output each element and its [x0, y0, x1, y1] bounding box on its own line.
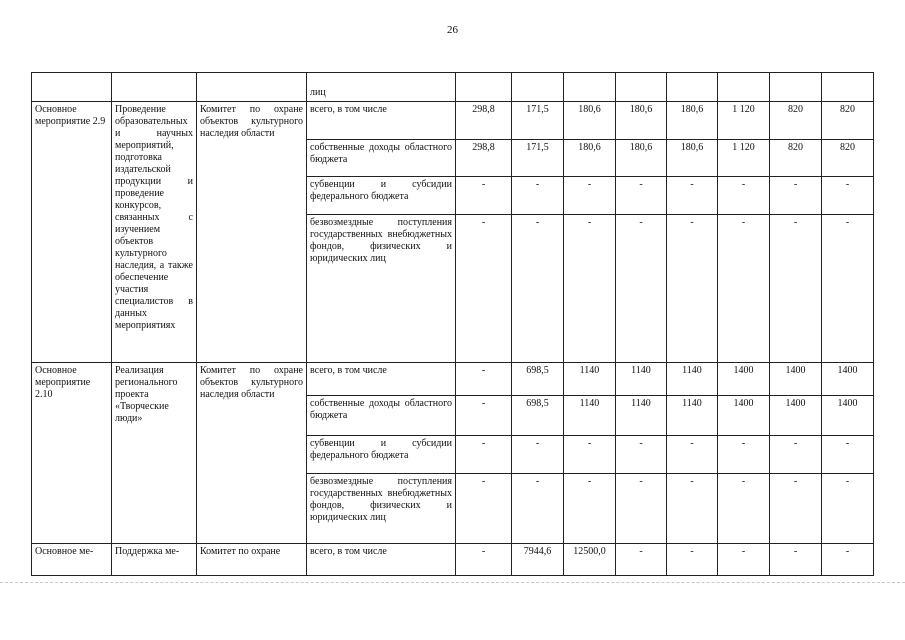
- funding-source-cell: собственные доходы областного бюджета: [307, 396, 456, 436]
- value-cell: -: [564, 436, 616, 474]
- value-cell: [564, 73, 616, 102]
- executor-cell: Комитет по охране объектов культурного наследия области: [197, 102, 307, 363]
- value-cell: -: [616, 177, 667, 215]
- value-cell: 1400: [822, 363, 874, 396]
- value-cell: -: [770, 436, 822, 474]
- funding-source-cell: безвозмездные поступления государственных внебюджетных фондов, физических и юридических лиц: [307, 215, 456, 363]
- value-cell: -: [667, 436, 718, 474]
- value-cell: -: [512, 215, 564, 363]
- funding-source-cell: субвенции и субсидии федерального бюджета: [307, 177, 456, 215]
- executor-cell: Комитет по охране: [197, 544, 307, 576]
- value-cell: 1 120: [718, 140, 770, 177]
- funding-source-cell: всего, в том числе: [307, 102, 456, 140]
- executor-cell: Комитет по охране объектов культурного наследия области: [197, 363, 307, 544]
- value-cell: -: [822, 474, 874, 544]
- value-cell: -: [718, 177, 770, 215]
- event-label-cell: Основное ме-: [32, 544, 112, 576]
- value-cell: -: [456, 363, 512, 396]
- value-cell: -: [512, 177, 564, 215]
- value-cell: 698,5: [512, 396, 564, 436]
- value-cell: 820: [770, 140, 822, 177]
- value-cell: -: [456, 474, 512, 544]
- value-cell: -: [667, 474, 718, 544]
- value-cell: 1400: [718, 396, 770, 436]
- page-edge-divider: [0, 582, 905, 583]
- value-cell: 1400: [770, 363, 822, 396]
- value-cell: -: [822, 215, 874, 363]
- value-cell: -: [667, 215, 718, 363]
- value-cell: 820: [770, 102, 822, 140]
- value-cell: -: [822, 177, 874, 215]
- value-cell: -: [718, 436, 770, 474]
- value-cell: 7944,6: [512, 544, 564, 576]
- value-cell: -: [718, 544, 770, 576]
- event-label-cell: [32, 73, 112, 102]
- value-cell: 1400: [770, 396, 822, 436]
- event-label-cell: Основное мероприятие 2.10: [32, 363, 112, 544]
- value-cell: -: [456, 177, 512, 215]
- table-row: [32, 544, 874, 576]
- budget-table: [31, 72, 874, 576]
- table-row: [32, 102, 874, 140]
- event-name-cell: Поддержка ме-: [112, 544, 197, 576]
- event-name-cell: [112, 73, 197, 102]
- value-cell: 180,6: [616, 102, 667, 140]
- value-cell: -: [456, 215, 512, 363]
- value-cell: 1140: [564, 363, 616, 396]
- value-cell: -: [822, 436, 874, 474]
- value-cell: -: [718, 215, 770, 363]
- table-row: [32, 363, 874, 396]
- value-cell: -: [616, 474, 667, 544]
- value-cell: [667, 73, 718, 102]
- value-cell: -: [770, 544, 822, 576]
- value-cell: 171,5: [512, 102, 564, 140]
- value-cell: -: [770, 177, 822, 215]
- value-cell: 1400: [822, 396, 874, 436]
- event-label-cell: Основное мероприятие 2.9: [32, 102, 112, 363]
- value-cell: -: [667, 177, 718, 215]
- value-cell: 1 120: [718, 102, 770, 140]
- value-cell: -: [770, 215, 822, 363]
- funding-source-cell: всего, в том числе: [307, 544, 456, 576]
- value-cell: [616, 73, 667, 102]
- funding-source-cell: безвозмездные поступления государственных внебюджетных фондов, физических и юридических лиц: [307, 474, 456, 544]
- value-cell: 12500,0: [564, 544, 616, 576]
- funding-source-cell: лиц: [307, 73, 456, 102]
- value-cell: -: [667, 544, 718, 576]
- executor-cell: [197, 73, 307, 102]
- value-cell: 1400: [718, 363, 770, 396]
- value-cell: 820: [822, 102, 874, 140]
- value-cell: 180,6: [564, 102, 616, 140]
- value-cell: -: [564, 215, 616, 363]
- value-cell: [770, 73, 822, 102]
- value-cell: 180,6: [616, 140, 667, 177]
- value-cell: 180,6: [564, 140, 616, 177]
- value-cell: 180,6: [667, 102, 718, 140]
- value-cell: [456, 73, 512, 102]
- value-cell: -: [718, 474, 770, 544]
- event-name-cell: Реализация регионального проекта «Творческие люди»: [112, 363, 197, 544]
- page-number: 26: [447, 24, 458, 36]
- value-cell: 171,5: [512, 140, 564, 177]
- value-cell: [512, 73, 564, 102]
- value-cell: -: [456, 544, 512, 576]
- value-cell: -: [616, 436, 667, 474]
- funding-source-cell: субвенции и субсидии федерального бюджета: [307, 436, 456, 474]
- value-cell: 298,8: [456, 140, 512, 177]
- funding-source-cell: собственные доходы областного бюджета: [307, 140, 456, 177]
- value-cell: -: [564, 177, 616, 215]
- value-cell: [822, 73, 874, 102]
- continuation-row: [32, 73, 874, 102]
- value-cell: 820: [822, 140, 874, 177]
- value-cell: 298,8: [456, 102, 512, 140]
- value-cell: -: [512, 474, 564, 544]
- value-cell: 1140: [564, 396, 616, 436]
- value-cell: 1140: [616, 396, 667, 436]
- value-cell: -: [770, 474, 822, 544]
- value-cell: -: [616, 215, 667, 363]
- event-name-cell: Проведение образовательных и научных мероприятий, подготовка издательской продукции и проведение конкурсов, связанных с изучением объектов культурного наследия, а также обеспечение участия специалистов в данных мероприятиях: [112, 102, 197, 363]
- value-cell: -: [456, 396, 512, 436]
- value-cell: 180,6: [667, 140, 718, 177]
- value-cell: -: [512, 436, 564, 474]
- value-cell: -: [822, 544, 874, 576]
- value-cell: -: [564, 474, 616, 544]
- value-cell: [718, 73, 770, 102]
- value-cell: 698,5: [512, 363, 564, 396]
- value-cell: -: [456, 436, 512, 474]
- value-cell: -: [616, 544, 667, 576]
- value-cell: 1140: [667, 396, 718, 436]
- funding-source-cell: всего, в том числе: [307, 363, 456, 396]
- value-cell: 1140: [667, 363, 718, 396]
- value-cell: 1140: [616, 363, 667, 396]
